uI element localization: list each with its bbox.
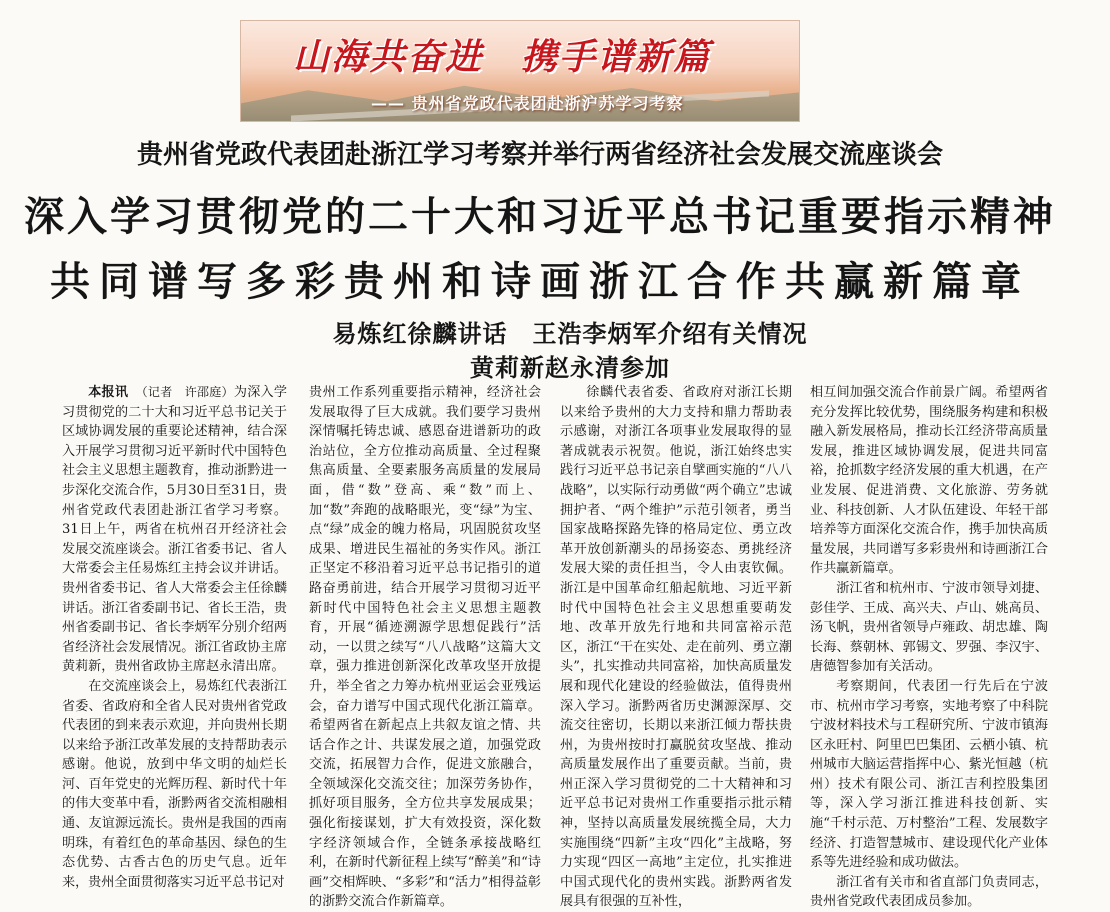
header-banner bbox=[240, 20, 800, 122]
banner-subtitle: —— 贵州省党政代表团赴浙沪苏学习考察 bbox=[371, 94, 684, 113]
article-paragraph: 考察期间，代表团一行先后在宁波市、杭州市学习考察，实地考察了中科院宁波材料技术与工程研究所、宁波市镇海区永旺村、阿里巴巴集团、云栖小镇、杭州城市大脑运营指挥中心、紫光恒越（杭州）技术有限公司、浙江吉利控股集团等，深入学习浙江推进科技创新、实施“千村示范、万村整治”工程、发展数字经济、打造智慧城市、建设现代化产业体系等先进经验和成功做法。 bbox=[810, 678, 1048, 871]
article-column-1 bbox=[62, 383, 288, 890]
article-column-4 bbox=[810, 383, 1048, 910]
headline-subtitle-2: 黄莉新赵永清参加 bbox=[470, 354, 670, 382]
article-paragraph: 相互间加强交流合作前景广阔。希望两省充分发挥比较优势，围绕服务构建和积极融入新发展格局，推动长江经济带高质量发展，推进区域协调发展，促进共同富裕，抢抓数字经济发展的重大机遇，在产业发展、促进消费、文化旅游、劳务就业、科技创新、人才队伍建设、年轻干部培养等方面深化交流合作，携手加快高质量发展，共同谱写多彩贵州和诗画浙江合作共赢新篇章。 bbox=[810, 385, 1048, 577]
article-paragraph: 在交流座谈会上，易炼红代表浙江省委、省政府和全省人民对贵州省党政代表团的到来表示欢迎，并向贵州长期以来给予浙江改革发展的支持帮助表示感谢。他说，放到中华文明的灿烂长河、百年党史的光辉历程、新时代十年的伟大变革中看，浙黔两省交流相融相通、友谊源远流长。贵州是我国的西南明珠，有着红色的革命基因、绿色的生态优势、古香古色的历史气息。近年来，贵州全面贯彻落实习近平总书记对 bbox=[62, 678, 287, 890]
article-column-2 bbox=[309, 383, 541, 910]
article-reporter: （记者 许邵庭） bbox=[141, 385, 234, 399]
headline-main-line-1: 深入学习贯彻党的二十大和习近平总书记重要指示精神 bbox=[24, 194, 1056, 240]
article-paragraph: 浙江省有关市和省直部门负责同志，贵州省党政代表团成员参加。 bbox=[810, 874, 1048, 910]
headline-main-line-2: 共同谱写多彩贵州和诗画浙江合作共赢新篇章 bbox=[50, 259, 1030, 305]
article-paragraph: 徐麟代表省委、省政府对浙江长期以来给予贵州的大力支持和鼎力帮助表示感谢，对浙江各项事业发展取得的显著成就表示祝贺。他说，浙江始终忠实践行习近平总书记亲自擘画实施的“八八战略”，以实际行动勇做“两个确立”忠诚拥护者、“两个维护”示范引领者，勇当国家战略探路先锋的格局定位、勇立改革开放创新潮头的昂扬姿态、勇挑经济发展大梁的责任担当，令人由衷钦佩。浙江是中国革命红船起航地、习近平新时代中国特色社会主义思想重要萌发地、改革开放先行地和共同富裕示范区，浙江“干在实处、走在前列、勇立潮头”，扎实推动共同富裕，加快高质量发展和现代化建设的经验做法，值得贵州深入学习。浙黔两省历史渊源深厚、交流交往密切，长期以来浙江倾力帮扶贵州，为贵州按时打赢脱贫攻坚战、推动高质量发展作出了重要贡献。当前，贵州正深入学习贯彻党的二十大精神和习近平总书记对贵州工作重要指示批示精神，坚持以高质量发展统揽全局，大力实施围绕“四新”主攻“四化”主战略，努力实现“四区一高地”主定位，扎实推进中国式现代化的贵州实践。浙黔两省发展具有很强的互补性， bbox=[560, 385, 792, 910]
article-column-3 bbox=[560, 383, 792, 910]
article-paragraph: 浙江省和杭州市、宁波市领导刘捷、彭佳学、王成、高兴夫、卢山、姚高员、汤飞帆，贵州省领导卢雍政、胡忠雄、陶长海、蔡朝林、郭锡文、罗强、李汉宇、唐德智参加有关活动。 bbox=[810, 580, 1048, 675]
article-lead: 本报讯 bbox=[88, 385, 129, 400]
article-paragraph: 贵州工作系列重要指示精神，经济社会发展取得了巨大成就。我们要学习贵州深情嘱托铸忠诚、感恩奋进谱新功的政治站位，全方位推动高质量、全过程聚焦高质量、全要素服务高质量的发展局面，借“数”登高、乘“数”而上、加“数”奔跑的战略眼光，变“绿”为宝、点“绿”成金的魄力格局，巩固脱贫攻坚成果、增进民生福祉的务实作风。浙江正坚定不移沿着习近平总书记指引的道路奋勇前进，结合开展学习贯彻习近平新时代中国特色社会主义思想主题教育，开展“循迹溯源学思想促践行”活动，一以贯之续写“八八战略”这篇大文章，强力推进创新深化改革攻坚开放提升，举全省之力筹办杭州亚运会亚残运会，奋力谱写中国式现代化浙江篇章。希望两省在新起点上共叙友谊之情、共话合作之计、共谋发展之道，加强党政交流，拓展智力合作，促进文旅融合，全领域深化交流交往；加深劳务协作，抓好项目服务，全方位共享发展成果；强化衔接谋划，扩大有效投资，深化数字经济领域合作，全链条承接战略红利，在新时代新征程上续写“醉美”和“诗画”交相辉映、“多彩”和“活力”相得益彰的浙黔交流合作新篇章。 bbox=[309, 385, 541, 910]
headline-subtitle-1: 易炼红徐麟讲话 王浩李炳军介绍有关情况 bbox=[332, 320, 808, 348]
banner-title: 山海共奋进 携手谱新篇 bbox=[293, 36, 712, 78]
headline-kicker: 贵州省党政代表团赴浙江学习考察并举行两省经济社会发展交流座谈会 bbox=[136, 140, 943, 170]
article-paragraph: 本报讯 （记者 许邵庭）为深入学习贯彻党的二十大和习近平总书记关于区域协调发展的重要论述精神，结合深入开展学习贯彻习近平新时代中国特色社会主义思想主题教育，推动浙黔进一步深化交流合作，5月30日至31日，贵州省党政代表团赴浙江省学习考察。31日上午，两省在杭州召开经济社会发展交流座谈会。浙江省委书记、省人大常委会主任易炼红主持会议并讲话。贵州省委书记、省人大常委会主任徐麟讲话。浙江省委副书记、省长王浩，贵州省委副书记、省长李炳军分别介绍两省经济社会发展情况。浙江省政协主席黄莉新，贵州省政协主席赵永清出席。 bbox=[62, 385, 288, 675]
